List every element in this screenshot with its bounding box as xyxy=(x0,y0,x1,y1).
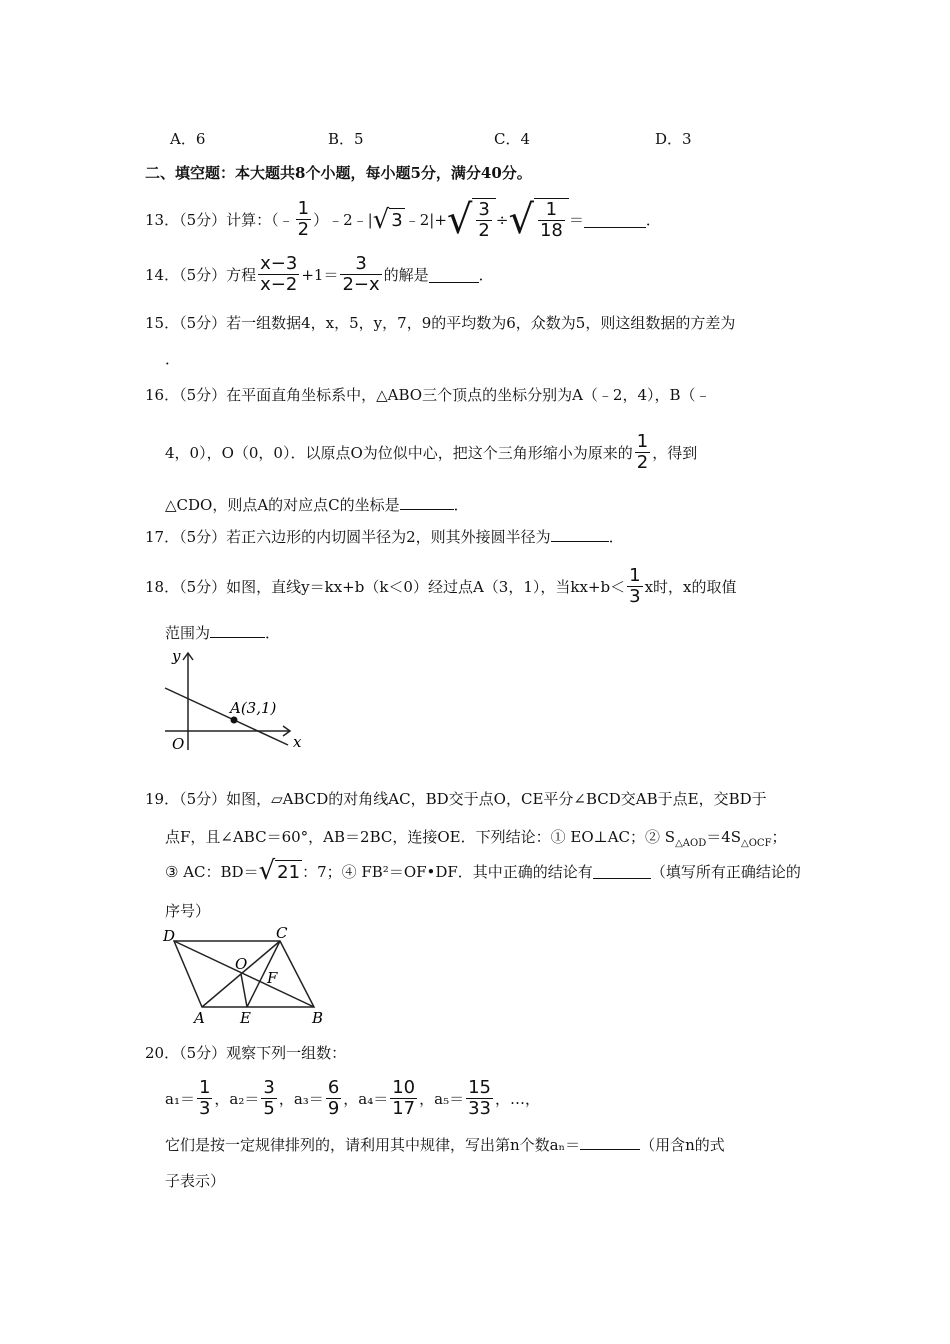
q14-end: 的解是 xyxy=(383,266,429,284)
point-a-label: A(3,1) xyxy=(230,699,277,717)
segment-oe xyxy=(241,974,247,1007)
term-a5: $\frac{15}{33}$ xyxy=(468,1077,492,1119)
answer-blank[interactable] xyxy=(400,494,454,510)
q13-eq: ＝ xyxy=(568,211,584,229)
question-14 xyxy=(145,254,494,295)
q19-parallelogram-figure xyxy=(160,925,335,1025)
option-a: A．6 xyxy=(170,130,206,148)
question-16-line3 xyxy=(165,494,469,515)
q17-text: 17．（5分）若正六边形的内切圆半径为2，则其外接圆半径为 xyxy=(145,528,551,546)
answer-blank[interactable] xyxy=(551,526,609,542)
q13-exp: ）﹣2﹣| xyxy=(313,211,373,229)
label-d: D xyxy=(163,927,176,945)
q20-line3-text: 它们是按一定规律排列的，请利用其中规律，写出第n个数aₙ＝ xyxy=(165,1136,581,1154)
q19-line3-text-c: （填写所有正确结论的 xyxy=(650,862,801,881)
q19-line3-text: ③ AC：BD＝ xyxy=(165,862,259,881)
q18-graph-figure xyxy=(160,645,310,755)
question-16-line2 xyxy=(165,432,697,473)
point-a xyxy=(231,717,238,724)
diagonal-bd xyxy=(174,941,314,1007)
label-a: A xyxy=(194,1009,205,1025)
q19-line3-text-b: ：7；④ FB²＝OF•DF．其中正确的结论有 xyxy=(302,862,593,881)
q13-sqrt3: √ 3 xyxy=(372,204,403,235)
question-17 xyxy=(145,526,624,547)
label-e: E xyxy=(240,1009,251,1025)
q19-sub1: △AOD xyxy=(675,838,707,849)
term-a4-label: ，a₄＝ xyxy=(343,1090,389,1108)
section-title: 二、填空题：本大题共8个小题，每小题5分，满分40分。 xyxy=(145,164,532,182)
origin-label: O xyxy=(172,735,185,753)
y-label: y xyxy=(172,647,181,665)
question-18-line2 xyxy=(165,622,280,643)
q16-text-b: ，得到 xyxy=(652,444,698,462)
option-d: D．3 xyxy=(655,130,692,148)
answer-blank[interactable] xyxy=(580,1134,640,1150)
q14-frac1: $\frac{x-3}{x-2}$ xyxy=(260,253,298,295)
q13-div: ÷ xyxy=(495,210,509,229)
answer-blank[interactable] xyxy=(584,212,646,228)
q18-period: ． xyxy=(265,624,281,642)
question-16-line1: 16．（5分）在平面直角坐标系中，△ABO三个顶点的坐标分别为A（﹣2，4），B（﹣ xyxy=(145,386,711,404)
q13-sqrt-frac1: √ $\frac{3}{2}$ xyxy=(447,198,496,241)
term-a5-label: ，a₅＝ xyxy=(419,1090,465,1108)
option-b: B．5 xyxy=(328,130,364,148)
q14-prefix: 14．（5分）方程 xyxy=(145,266,257,284)
sequence-terms xyxy=(165,1078,540,1119)
x-label: x xyxy=(293,733,302,751)
q18-line2-text: 范围为 xyxy=(165,624,211,642)
q14-frac2: $\frac{3}{2-x}$ xyxy=(342,253,380,295)
question-18-line1 xyxy=(145,566,736,607)
q13-half: $\frac{1}{2}$ xyxy=(297,198,310,240)
question-19-line2 xyxy=(165,826,787,849)
q18-text: 18．（5分）如图，直线y＝kx+b（k＜0）经过点A（3，1），当kx+b＜ xyxy=(145,578,626,596)
option-c: C．4 xyxy=(494,130,531,148)
q16-period: ． xyxy=(453,496,469,514)
q18-third: $\frac{1}{3}$ xyxy=(629,565,641,607)
label-o: O xyxy=(235,955,248,973)
q13-minus2: ﹣2|+ xyxy=(404,211,447,229)
q19-text-b: ＝4S xyxy=(706,828,742,846)
question-20-line4: 子表示） xyxy=(165,1172,226,1190)
answer-blank[interactable] xyxy=(210,622,265,638)
term-a4: $\frac{10}{17}$ xyxy=(392,1077,416,1119)
question-19-line3 xyxy=(165,858,801,884)
q16-half: $\frac{1}{2}$ xyxy=(636,431,649,473)
question-15-line2: ． xyxy=(165,350,181,368)
question-19-line1: 19．（5分）如图，▱ABCD的对角线AC，BD交于点O，CE平分∠BCD交AB于点E，交BD于 xyxy=(145,790,767,808)
q14-period: ． xyxy=(478,266,494,284)
q16-line3-text: △CDO，则点A的对应点C的坐标是 xyxy=(165,496,400,514)
q19-sqrt21: √ 21 xyxy=(258,856,301,886)
q17-period: ． xyxy=(608,528,624,546)
q16-text: 4，0），O（0，0）．以原点O为位似中心，把这个三角形缩小为原来的 xyxy=(165,444,633,462)
term-a1-label: a₁＝ xyxy=(165,1090,195,1108)
label-f: F xyxy=(267,969,278,987)
question-15-line1: 15．（5分）若一组数据4，x，5，y，7，9的平均数为6，众数为5，则这组数据的方差为 xyxy=(145,314,736,332)
q19-text-c: ； xyxy=(771,828,787,846)
question-20-line1: 20．（5分）观察下列一组数： xyxy=(145,1044,347,1062)
answer-blank[interactable] xyxy=(429,267,479,283)
q13-prefix: 13．（5分）计算：（ xyxy=(145,211,279,229)
sequence-ellipsis: ，…， xyxy=(495,1090,541,1108)
q18-text-b: x时，x的取值 xyxy=(644,578,737,596)
term-a3: $\frac{6}{9}$ xyxy=(327,1077,340,1119)
answer-blank[interactable] xyxy=(593,863,651,879)
term-a2-label: ，a₂＝ xyxy=(214,1090,260,1108)
term-a2: $\frac{3}{5}$ xyxy=(263,1077,275,1119)
question-20-line3 xyxy=(165,1134,725,1155)
q14-mid: +1＝ xyxy=(301,266,339,284)
q20-line3-text-b: （用含n的式 xyxy=(640,1136,725,1154)
q13-end: ． xyxy=(645,211,661,229)
label-c: C xyxy=(276,925,288,942)
term-a3-label: ，a₃＝ xyxy=(278,1090,324,1108)
term-a1: $\frac{1}{3}$ xyxy=(198,1077,211,1119)
q13-neg: ﹣ xyxy=(278,211,294,229)
question-19-line4: 序号） xyxy=(165,902,211,920)
question-13 xyxy=(145,198,661,241)
q19-sub2: △OCF xyxy=(741,838,772,849)
q13-sqrt-frac2: √ $\frac{1}{18}$ xyxy=(508,198,568,241)
label-b: B xyxy=(312,1009,324,1025)
q19-text: 点F，且∠ABC＝60°，AB＝2BC，连接OE．下列结论：① EO⊥AC；② S xyxy=(165,828,676,846)
